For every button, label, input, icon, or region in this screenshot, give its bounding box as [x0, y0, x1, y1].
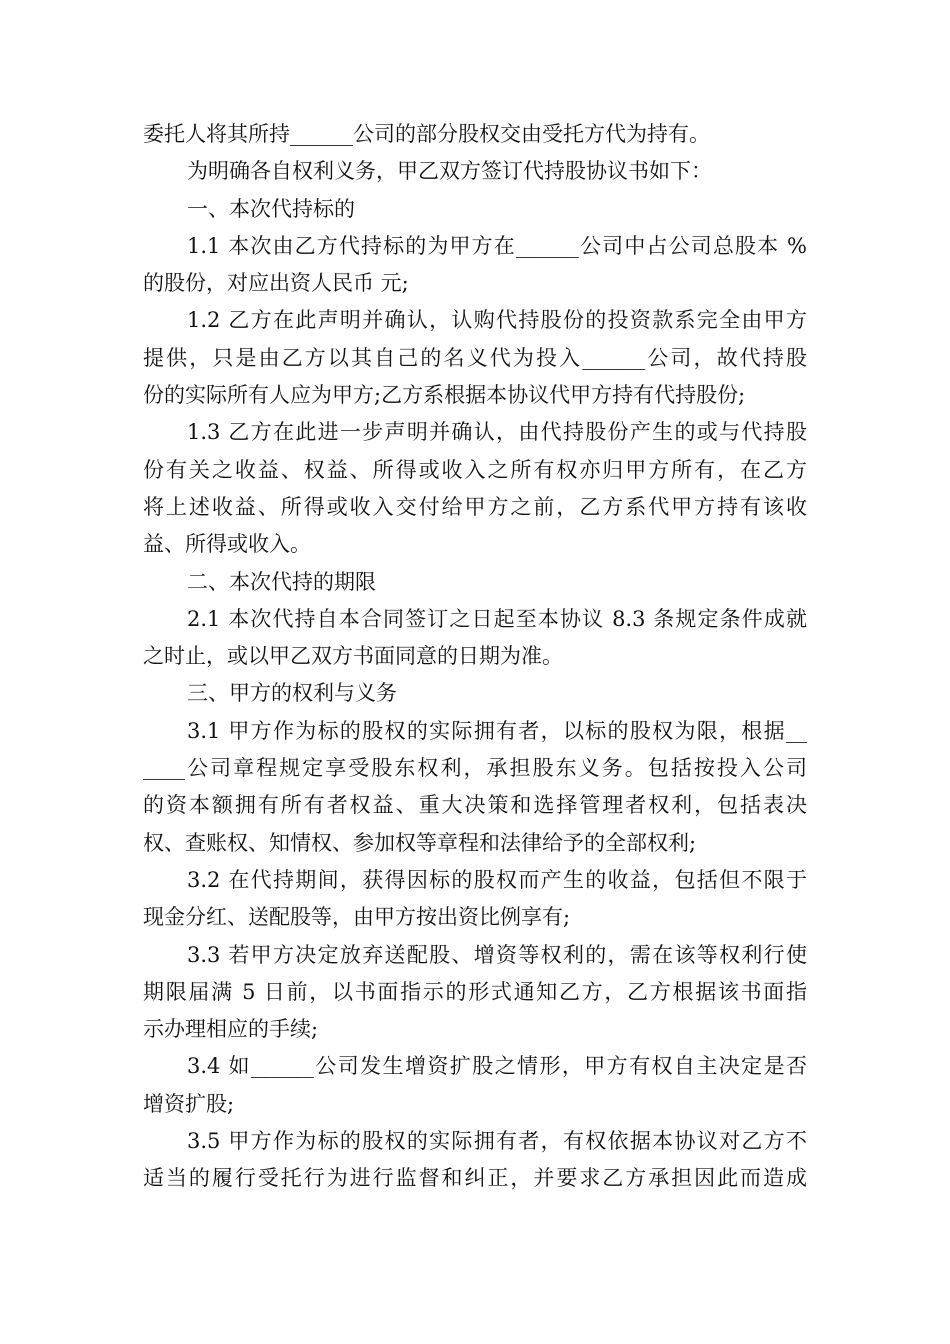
- text-line: 3.3 若甲方决定放弃送配股、增资等权利的，需在该等权利行使: [187, 942, 807, 967]
- text-line: 二、本次代持的期限: [187, 569, 376, 594]
- text-line: 1.1 本次由乙方代持标的为甲方在______公司中占公司总股本 %: [187, 233, 807, 258]
- text-line: 委托人将其所持______公司的部分股权交由受托方代为持有。: [143, 122, 710, 146]
- document-body: [143, 116, 807, 1198]
- text-line: 3.5 甲方作为标的股权的实际拥有者，有权依据本协议对乙方不: [187, 1129, 807, 1154]
- text-line: 份有关之收益、权益、所得或收入之所有权亦归甲方所有，在乙方: [143, 457, 807, 482]
- text-line: 1.2 乙方在此声明并确认，认购代持股份的投资款系完全由甲方: [187, 308, 807, 333]
- text-line: 益、所得或收入。: [143, 532, 311, 557]
- text-line: 3.1 甲方作为标的股权的实际拥有者，以标的股权为限，根据__: [187, 718, 807, 743]
- text-line: 3.4 如______公司发生增资扩股之情形，甲方有权自主决定是否: [187, 1054, 807, 1079]
- text-line: 一、本次代持标的: [187, 196, 355, 221]
- text-line: 增资扩股;: [143, 1091, 235, 1116]
- text-line: 权、查账权、知情权、参加权等章程和法律给予的全部权利;: [143, 830, 697, 855]
- text-line: 提供，只是由乙方以其自己的名义代为投入______公司，故代持股: [143, 345, 807, 370]
- text-line: 3.2 在代持期间，获得因标的股权而产生的收益，包括但不限于: [187, 867, 807, 892]
- text-line: ____公司章程规定享受股东权利，承担股东义务。包括按投入公司: [143, 756, 807, 781]
- text-line: 适当的履行受托行为进行监督和纠正，并要求乙方承担因此而造成: [143, 1166, 807, 1191]
- text-line: 三、甲方的权利与义务: [187, 681, 397, 706]
- text-line: 现金分红、送配股等，由甲方按出资比例享有;: [143, 905, 571, 930]
- text-line: 之时止，或以甲乙双方书面同意的日期为准。: [143, 644, 563, 669]
- text-line: 示办理相应的手续;: [143, 1017, 319, 1042]
- text-line: 将上述收益、所得或收入交付给甲方之前，乙方系代甲方持有该收: [143, 494, 807, 519]
- text-line: 2.1 本次代持自本合同签订之日起至本协议 8.3 条规定条件成就: [187, 606, 807, 631]
- text-line: 的股份，对应出资人民币 元;: [143, 271, 409, 296]
- text-line: 为明确各自权利义务，甲乙双方签订代持股协议书如下：: [187, 159, 712, 184]
- text-line: 的资本额拥有所有者权益、重大决策和选择管理者权利，包括表决: [143, 793, 807, 818]
- text-line: 份的实际所有人应为甲方;乙方系根据本协议代甲方持有代持股份;: [143, 383, 746, 408]
- text-line: 期限届满 5 日前，以书面指示的形式通知乙方，乙方根据该书面指: [143, 979, 807, 1004]
- text-line: 1.3 乙方在此进一步声明并确认，由代持股份产生的或与代持股: [187, 420, 807, 445]
